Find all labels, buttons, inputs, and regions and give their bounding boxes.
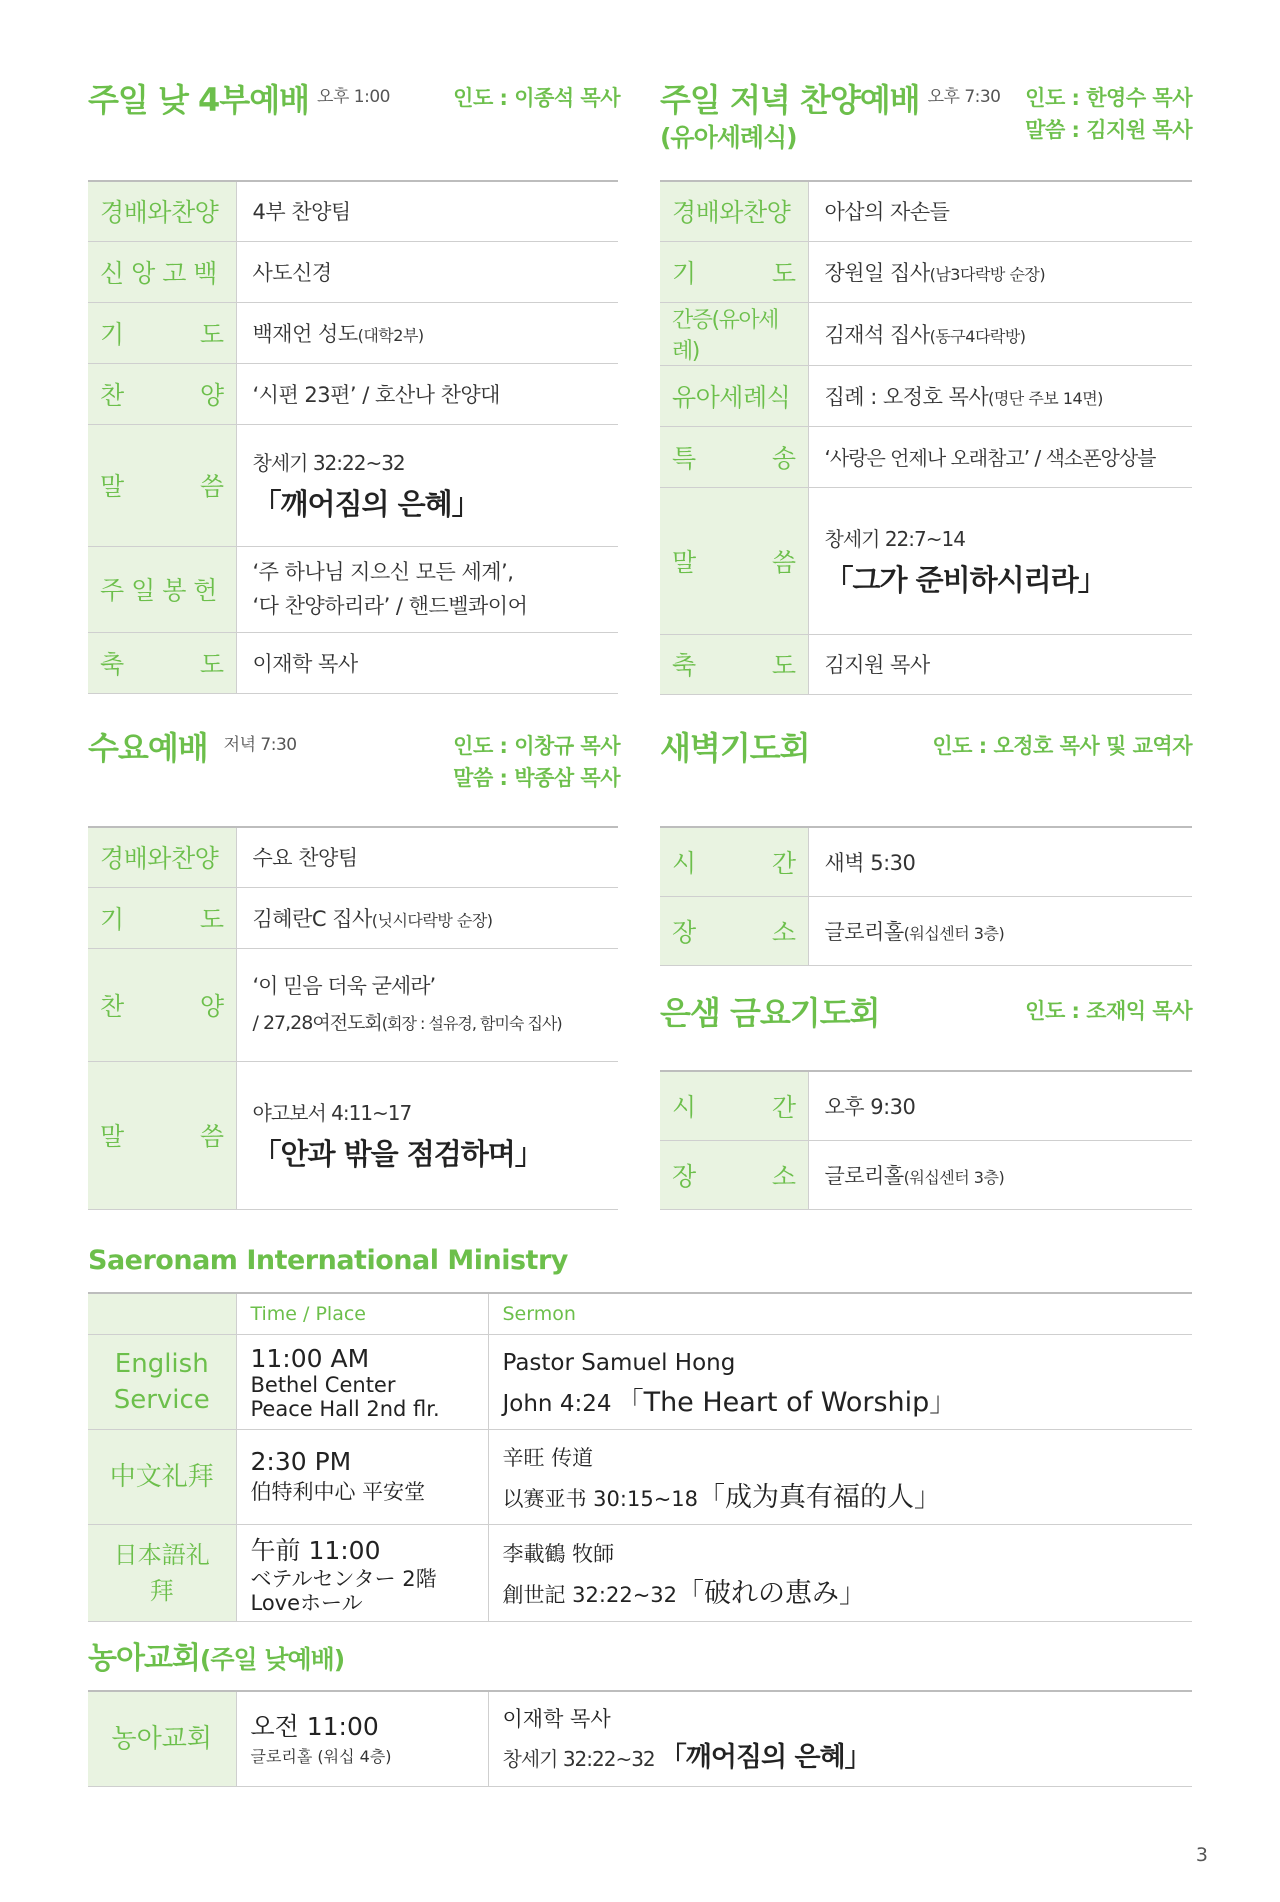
row-label: 장 소 <box>660 896 808 965</box>
table-row <box>660 1071 1192 1140</box>
table-row <box>88 632 618 693</box>
table-row <box>88 1061 618 1209</box>
row-value: 김재석 집사(동구4다락방) <box>808 302 1192 365</box>
row-value: 새벽 5:30 <box>808 827 1192 896</box>
row-label: 日本語礼拜 <box>88 1525 236 1622</box>
header-time-place: Time / Place <box>236 1293 488 1335</box>
sermon-info: 辛旺 传道 以赛亚书 30:15~18「成为真有福的人」 <box>488 1430 1192 1525</box>
row-label: 시 간 <box>660 1071 808 1140</box>
deaf-title: 농아교회 <box>88 1641 200 1676</box>
row-label: 주 일 봉 헌 <box>88 546 236 632</box>
row-value: 김혜란C 집사(닛시다락방 순장) <box>236 887 618 948</box>
row-value <box>236 1061 618 1209</box>
row-label: 간증(유아세례) <box>660 302 808 365</box>
intl-table <box>88 1292 1192 1622</box>
row-value: 백재언 성도(대학2부) <box>236 302 618 363</box>
sermon-info: 李載鶴 牧師 創世記 32:22~32「破れの恵み」 <box>488 1525 1192 1622</box>
sermon-verse: 창세기 22:7~14 <box>824 526 965 551</box>
dawn-table <box>660 826 1192 966</box>
sermon-title: 「안과 밖을 점검하며」 <box>252 1137 543 1171</box>
row-value: 장원일 집사(남3다락방 순장) <box>808 241 1192 302</box>
header-blank <box>88 1293 236 1335</box>
sunday-evening-table <box>660 180 1192 695</box>
row-label: 말 씀 <box>660 487 808 634</box>
dawn-header <box>660 730 810 766</box>
row-label: 신 앙 고 백 <box>88 241 236 302</box>
row-label: 시 간 <box>660 827 808 896</box>
table-row <box>660 365 1192 426</box>
sunday-evening-header <box>660 82 1001 154</box>
table-row <box>88 1691 1192 1786</box>
row-label: 장 소 <box>660 1140 808 1209</box>
sermon-verse: 야고보서 4:11~17 <box>252 1101 412 1125</box>
sunday-evening-time: 오후 7:30 <box>927 87 1001 107</box>
sunday-4th-header <box>88 82 390 118</box>
header-sermon: Sermon <box>488 1293 1192 1335</box>
sermon-verse: 창세기 32:22~32 <box>252 451 405 475</box>
row-value: 김지원 목사 <box>808 634 1192 694</box>
sermon-info: 이재학 목사 창세기 32:22~32 「깨어짐의 은혜」 <box>488 1691 1192 1786</box>
table-row <box>660 181 1192 241</box>
row-value: ‘사랑은 언제나 오래참고’ / 색소폰앙상블 <box>808 426 1192 487</box>
row-label: 기 도 <box>88 302 236 363</box>
friday-leader: 인도 : 조재익 목사 <box>1025 999 1192 1023</box>
dawn-title: 새벽기도회 <box>660 729 810 767</box>
row-value <box>236 424 618 546</box>
row-value: 4부 찬양팀 <box>236 181 618 241</box>
sunday-evening-subtitle: (유아세례식) <box>660 123 797 152</box>
table-row <box>88 887 618 948</box>
row-value: 글로리홀(워십센터 3층) <box>808 896 1192 965</box>
time-place: 午前 11:00 ベテルセンター 2階 Loveホール <box>236 1525 488 1622</box>
row-label: 찬 양 <box>88 363 236 424</box>
row-label: English Service <box>88 1335 236 1430</box>
sermon-info: Pastor Samuel Hong John 4:24 「The Heart of Worship」 <box>488 1335 1192 1430</box>
table-row <box>660 1140 1192 1209</box>
time-place: 2:30 PM 伯特利中心 平安堂 <box>236 1430 488 1525</box>
deaf-table <box>88 1690 1192 1787</box>
table-row <box>88 827 618 887</box>
deaf-header <box>88 1640 344 1677</box>
row-value: 아삽의 자손들 <box>808 181 1192 241</box>
table-row <box>88 546 618 632</box>
intl-title: Saeronam International Ministry <box>88 1245 568 1276</box>
table-row <box>660 634 1192 694</box>
row-label: 기 도 <box>88 887 236 948</box>
table-row <box>660 426 1192 487</box>
friday-table <box>660 1070 1192 1210</box>
sunday-4th-table <box>88 180 618 694</box>
table-row <box>88 1525 1192 1622</box>
deaf-title-sub: (주일 낮예배) <box>199 1645 345 1674</box>
wednesday-leaders: 인도 : 이창규 목사 말씀 : 박종삼 목사 <box>453 734 620 790</box>
sunday-evening-leaders: 인도 : 한영수 목사 말씀 : 김지원 목사 <box>1025 86 1192 142</box>
wednesday-title: 수요예배 <box>88 729 208 767</box>
sermon-title: 「그가 준비하시리라」 <box>824 562 1106 597</box>
time-place: 11:00 AM Bethel Center Peace Hall 2nd flr. <box>236 1335 488 1430</box>
row-label: 경배와찬양 <box>88 181 236 241</box>
table-row <box>88 1430 1192 1525</box>
table-row <box>88 948 618 1061</box>
row-label: 경배와찬양 <box>660 181 808 241</box>
table-row <box>88 424 618 546</box>
table-row <box>88 363 618 424</box>
sunday-4th-title: 주일 낮 4부예배 <box>88 81 310 119</box>
table-row <box>88 181 618 241</box>
row-label: 中文礼拜 <box>88 1430 236 1525</box>
page-number: 3 <box>1195 1844 1208 1866</box>
row-value <box>808 487 1192 634</box>
friday-header <box>660 995 880 1031</box>
sunday-evening-title: 주일 저녁 찬양예배 <box>660 81 920 119</box>
friday-title: 은샘 금요기도회 <box>660 994 880 1032</box>
table-row <box>660 896 1192 965</box>
table-row <box>660 827 1192 896</box>
row-value: ‘주 하나님 지으신 모든 세계’, ‘다 찬양하리라’ / 핸드벨콰이어 <box>236 546 618 632</box>
table-row <box>88 1293 1192 1335</box>
row-value: ‘이 믿음 더욱 굳세라’ / 27,28여전도회(회장 : 설유경, 함미숙 집사) <box>236 948 618 1061</box>
row-label: 축 도 <box>88 632 236 693</box>
row-value: ‘시편 23편’ / 호산나 찬양대 <box>236 363 618 424</box>
row-value: 사도신경 <box>236 241 618 302</box>
sermon-title: 「깨어짐의 은혜」 <box>252 487 480 521</box>
row-label: 말 씀 <box>88 1061 236 1209</box>
row-label: 기 도 <box>660 241 808 302</box>
row-label: 말 씀 <box>88 424 236 546</box>
table-row <box>660 487 1192 634</box>
table-row <box>88 241 618 302</box>
time-place: 오전 11:00 글로리홀 (워십 4층) <box>236 1691 488 1786</box>
row-value: 글로리홀(워십센터 3층) <box>808 1140 1192 1209</box>
wednesday-header <box>88 730 297 766</box>
wednesday-time: 저녁 7:30 <box>223 735 297 755</box>
row-label: 유아세례식 <box>660 365 808 426</box>
row-value: 집례 : 오정호 목사(명단 주보 14면) <box>808 365 1192 426</box>
row-label: 특 송 <box>660 426 808 487</box>
wednesday-table <box>88 826 618 1210</box>
row-value: 이재학 목사 <box>236 632 618 693</box>
sunday-4th-time: 오후 1:00 <box>317 87 390 107</box>
row-value: 오후 9:30 <box>808 1071 1192 1140</box>
table-row <box>88 1335 1192 1430</box>
row-label: 경배와찬양 <box>88 827 236 887</box>
table-row <box>660 302 1192 365</box>
table-row <box>660 241 1192 302</box>
row-label: 축 도 <box>660 634 808 694</box>
table-row <box>88 302 618 363</box>
sunday-4th-leader: 인도 : 이종석 목사 <box>453 86 620 110</box>
row-label: 농아교회 <box>88 1691 236 1786</box>
row-value: 수요 찬양팀 <box>236 827 618 887</box>
row-label: 찬 양 <box>88 948 236 1061</box>
dawn-leader: 인도 : 오정호 목사 및 교역자 <box>932 734 1192 758</box>
